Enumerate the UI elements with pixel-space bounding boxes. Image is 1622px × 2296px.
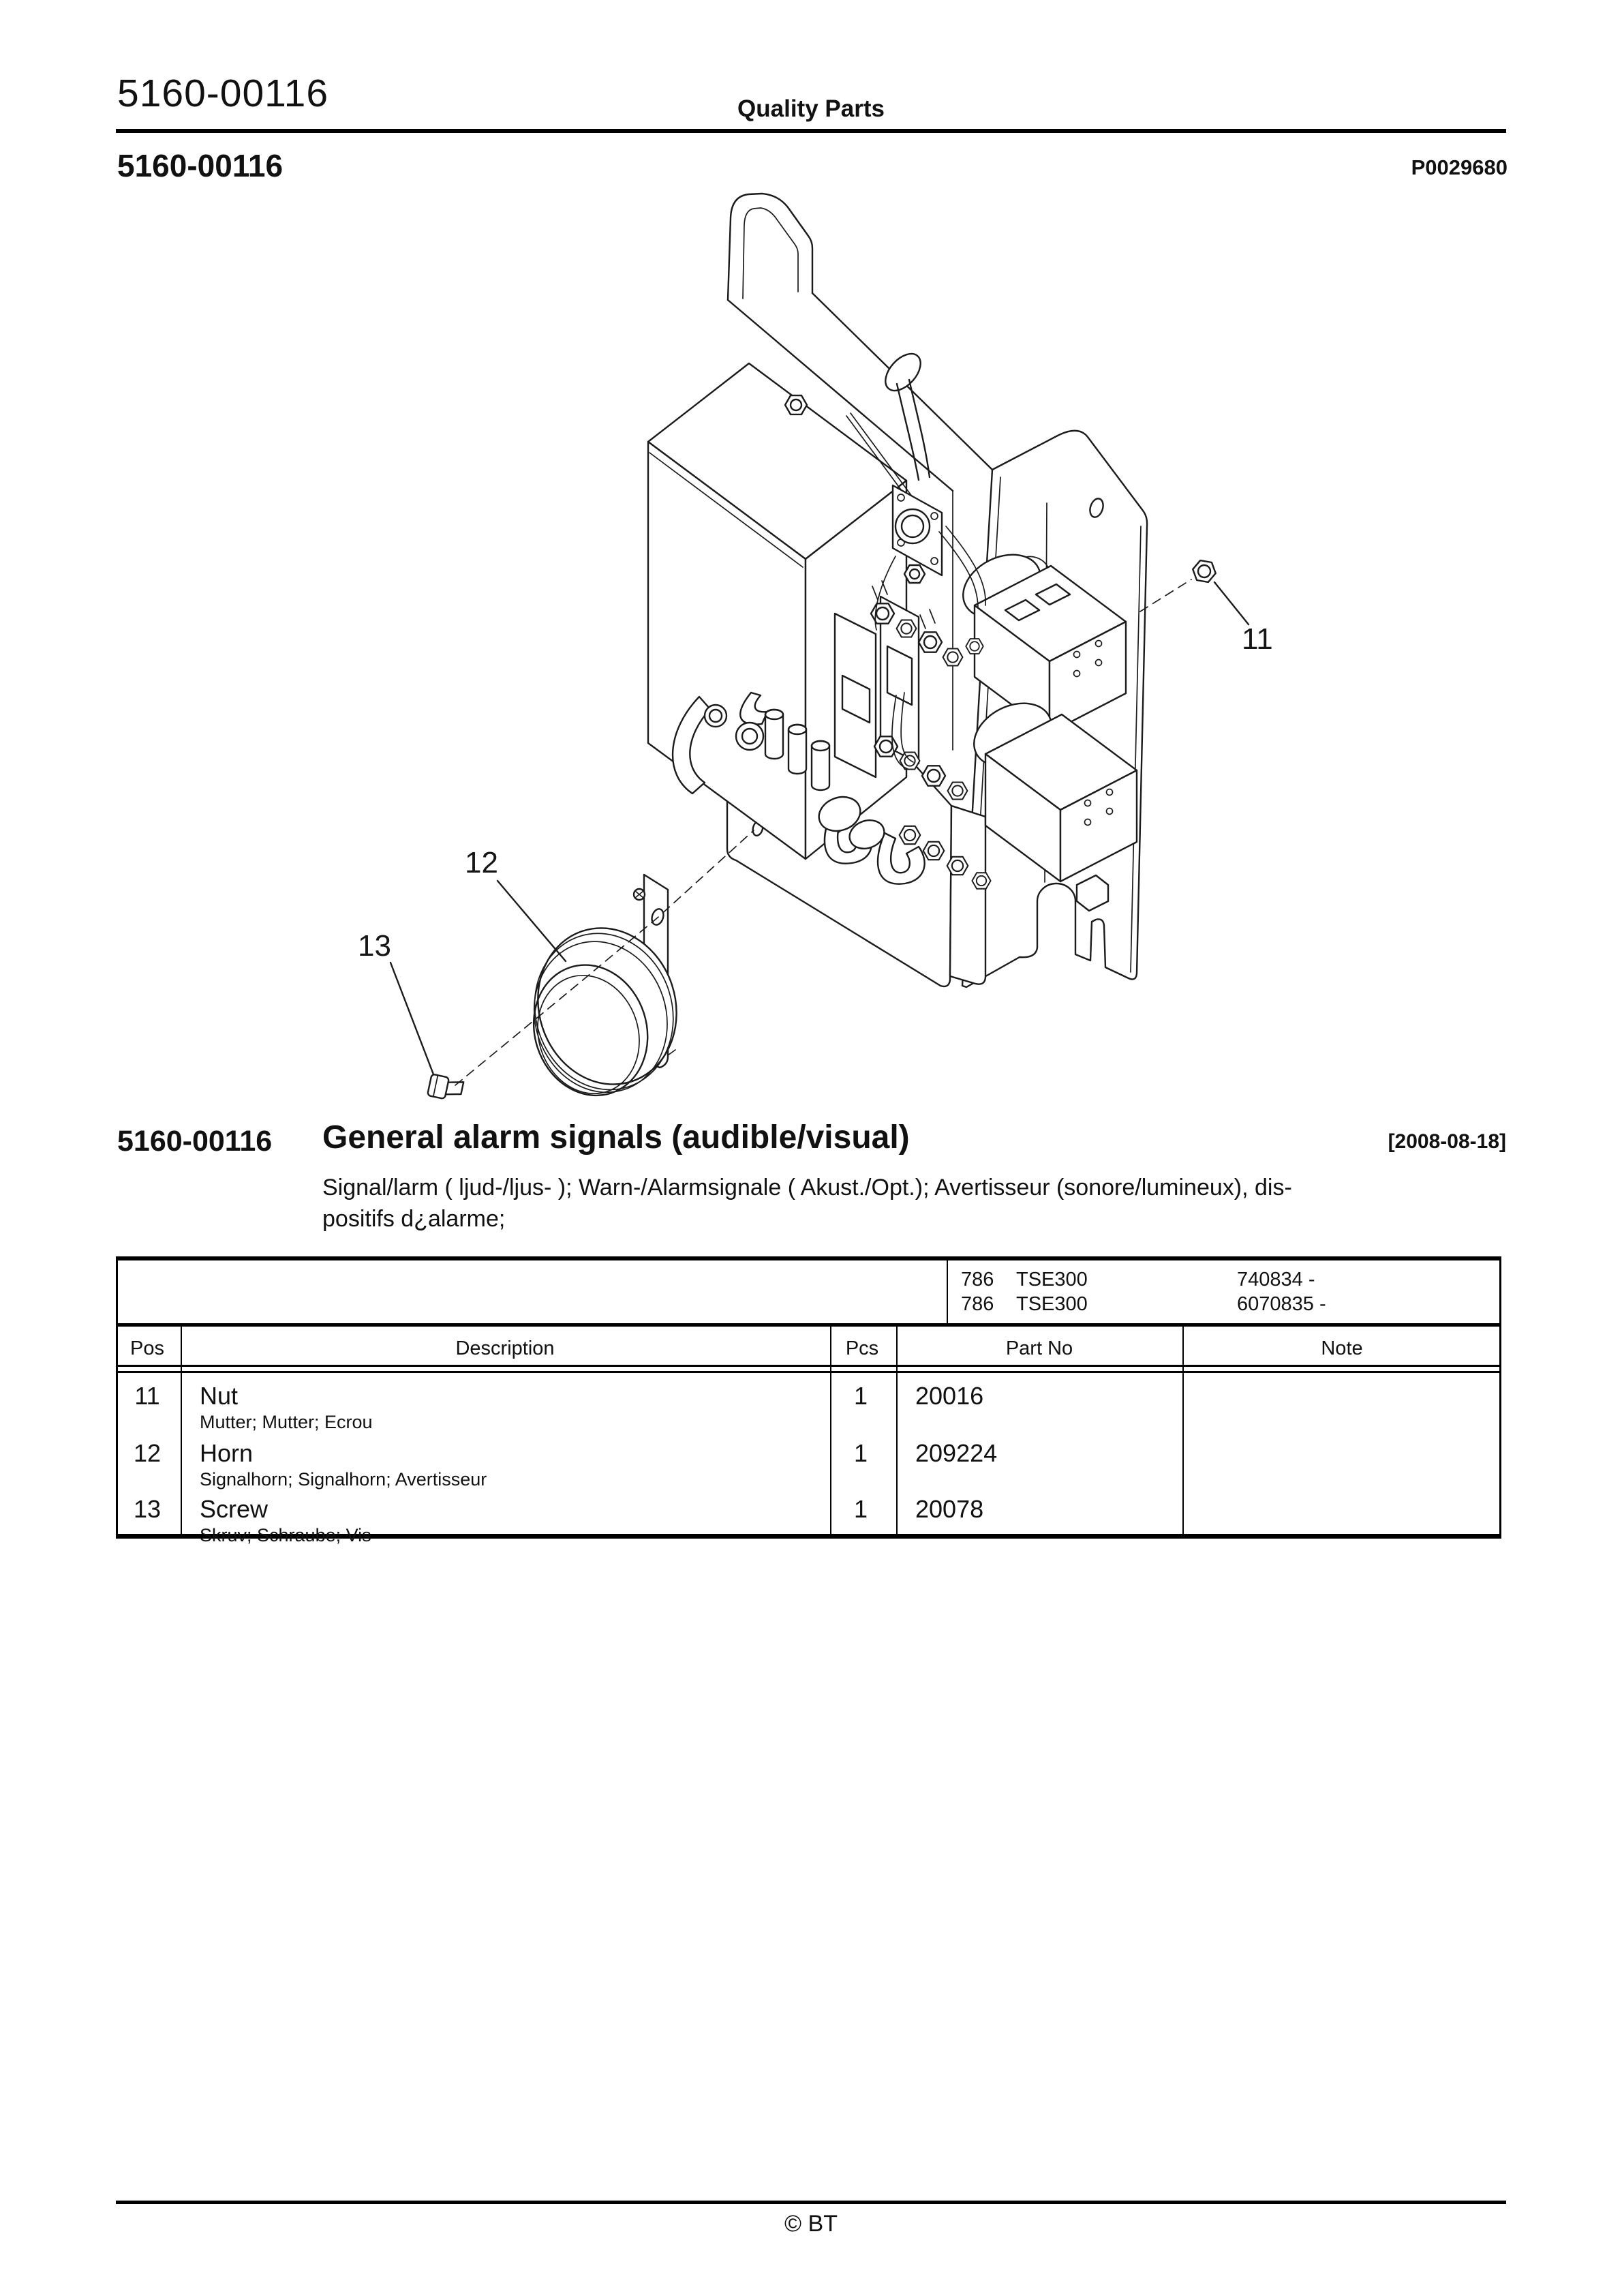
model-applicability <box>118 1260 1499 1327</box>
divider-part <box>896 1327 898 1534</box>
row-pcs: 1 <box>853 1495 868 1523</box>
section-number: 5160-00116 <box>117 1125 273 1158</box>
row-pos: 11 <box>134 1382 160 1410</box>
parts-table <box>116 1256 1501 1545</box>
callout-13: 13 <box>358 929 391 963</box>
figure-code: P0029680 <box>1411 155 1508 179</box>
row-pos: 13 <box>133 1495 162 1523</box>
row-pcs: 1 <box>853 1439 868 1467</box>
models-divider <box>947 1260 948 1323</box>
header-rule <box>116 129 1506 133</box>
model-name: TSE300 <box>1016 1293 1088 1315</box>
section-doc-number: 5160-00116 <box>117 148 284 183</box>
model-serial: 740834 - <box>1237 1269 1315 1290</box>
row-part-no: 209224 <box>915 1439 998 1467</box>
row-description-i18n: Signalhorn; Signalhorn; Avertisseur <box>200 1469 487 1490</box>
row-description: Screw <box>200 1495 269 1523</box>
screw-part <box>427 1074 464 1102</box>
model-code: 786 <box>961 1293 994 1315</box>
footer-rule <box>116 2201 1506 2204</box>
page-doc-number: 5160-00116 <box>117 72 329 115</box>
callout-12: 12 <box>465 846 498 879</box>
row-description-i18n: Skruv; Schraube; Vis <box>200 1525 371 1545</box>
divider-note <box>1182 1327 1184 1534</box>
model-name: TSE300 <box>1016 1269 1088 1290</box>
section-subtitle-line2: positifs d¿alarme; <box>322 1206 506 1232</box>
col-note: Note <box>1321 1338 1363 1359</box>
col-description: Description <box>455 1338 555 1359</box>
col-part-no: Part No <box>1005 1338 1073 1359</box>
section-title: General alarm signals (audible/visual) <box>322 1119 910 1155</box>
table-header-row <box>118 1327 1499 1365</box>
col-pos: Pos <box>130 1338 164 1359</box>
horn <box>508 910 699 1111</box>
divider-pcs <box>830 1327 831 1534</box>
section-date: [2008-08-18] <box>1388 1130 1506 1153</box>
divider-pos <box>181 1327 182 1534</box>
row-part-no: 20078 <box>915 1495 984 1523</box>
exploded-diagram <box>293 177 1274 1111</box>
model-code: 786 <box>961 1269 994 1290</box>
row-pos: 12 <box>133 1439 162 1467</box>
page-header-title: Quality Parts <box>737 95 885 122</box>
footer-copyright: © BT <box>784 2211 838 2237</box>
row-part-no: 20016 <box>915 1382 984 1410</box>
section-subtitle-line1: Signal/larm ( ljud-/ljus- ); Warn-/Alarmsignale ( Akust./Opt.); Avertisseur (sonore/lumineux), dis- <box>322 1175 1292 1200</box>
row-description: Nut <box>200 1382 239 1410</box>
nut-part <box>1191 560 1218 584</box>
header-separator <box>118 1365 1499 1373</box>
row-pcs: 1 <box>853 1382 868 1410</box>
col-pcs: Pcs <box>845 1338 879 1359</box>
row-description-i18n: Mutter; Mutter; Ecrou <box>200 1412 373 1432</box>
callout-11: 11 <box>1242 622 1273 656</box>
row-description: Horn <box>200 1439 254 1467</box>
model-serial: 6070835 - <box>1237 1293 1326 1315</box>
